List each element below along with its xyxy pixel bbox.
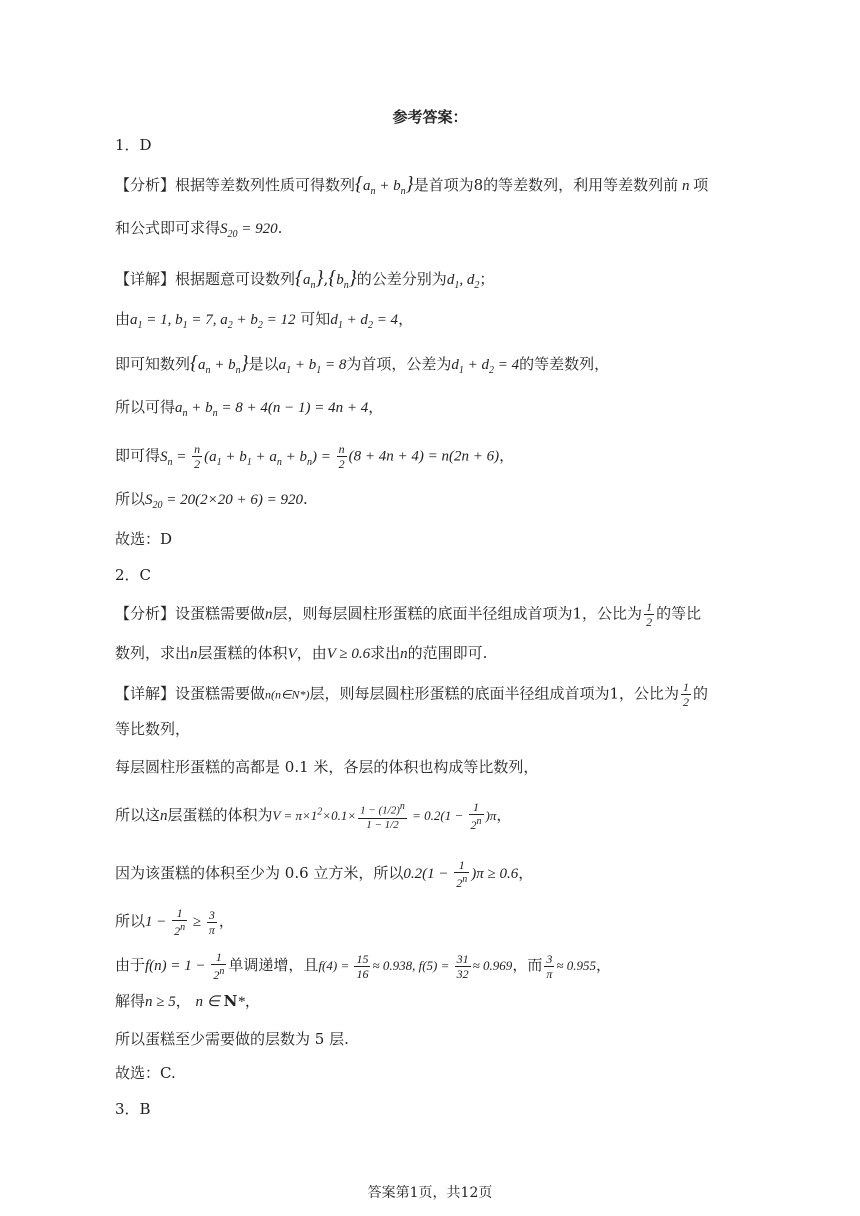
q2-detail-line3: 每层圆柱形蛋糕的高都是 0.1 米，各层的体积也构成等比数列， — [115, 758, 539, 776]
q2-answer: 2．C — [115, 566, 152, 584]
q1-choice: 故选：D — [115, 530, 173, 548]
q2-analysis-line2: 数列，求出n层蛋糕的体积V，由V ≥ 0.6求出n的范围即可. — [115, 644, 488, 662]
q1-detail-line2: 由$a_1 = 1$, $b_1 = 7$, $a_2 + b_2 = 12$ 可知$d_1 + d_2 = 4$， — [115, 310, 414, 331]
q1-detail-line4: 所以可得$a_n + b_n = 8 + 4(n - 1) = 4n + 4$， — [115, 398, 384, 419]
q1-detail-line1: 【详解】根据题意可设数列$\{a_n\},\{b_n\}$的公差分别为$d_1$, $d_2$； — [115, 267, 495, 291]
q2-volume-formula: 所以这n层蛋糕的体积为$V = \pi\times 1^2\times 0.1\times$ $\frac{1 - (1/2)^n}{1 - 1/2}$ = 0.2(1 − $\frac{1}{2^n}$ )π， — [115, 800, 512, 832]
q2-choice: 故选：C. — [115, 1064, 176, 1082]
q2-solve-line: 解得n ≥ 5， n ∈ N*， — [115, 992, 260, 1010]
q2-analysis-line1: 【分析】设蛋糕需要做n层，则每层圆柱形蛋糕的底面半径组成首项为1，公比为 $\frac{1}{2}$ 的等比 — [115, 600, 702, 629]
q1-analysis-line1: 【分析】根据等差数列性质可得数列$\{a_n + b_n\}$是首项为8的等差数列，利用等差数列前 n 项 — [115, 173, 709, 197]
page-footer: 答案第1页，共12页 — [367, 1185, 493, 1201]
q2-inequality-line: 因为该蛋糕的体积至少为 0.6 立方米，所以0.2(1 − $\frac{1}{2^n}$ )π ≥ 0.6， — [115, 858, 534, 890]
page-title: 参考答案： — [392, 108, 468, 126]
q2-detail-line2: 等比数列， — [115, 720, 191, 738]
q1-detail-line5: 即可得$S_n$ = $\frac{n}{2}$ $(a_1 + b_1 + a_n + b_n)$ = $\frac{n}{2}$ (8 + 4n + 4) = n(2n + 6)， — [115, 442, 515, 471]
q3-answer: 3．B — [115, 1100, 151, 1118]
q1-detail-line6: 所以$S_{20} = 20(2\times 20 + 6) = 920$. — [115, 490, 308, 511]
q2-simplified-line: 所以1 − $\frac{1}{2^n}$ ≥ $\frac{3}{\pi}$ ， — [115, 906, 234, 938]
q1-detail-line3: 即可知数列$\{a_n + b_n\}$是以$a_1 + b_1 = 8$为首项，公差为$d_1 + d_2 = 4$的等差数列， — [115, 352, 610, 376]
q2-detail-line1: 【详解】设蛋糕需要做n(n∈N*)层，则每层圆柱形蛋糕的底面半径组成首项为1，公比为 $\frac{1}{2}$ 的 — [115, 680, 709, 709]
q2-conclusion: 所以蛋糕至少需要做的层数为 5 层. — [115, 1030, 349, 1048]
q1-answer: 1．D — [115, 136, 152, 154]
q2-monotone-line: 由于f(n) = 1 − $\frac{1}{2^n}$ 单调递增，且f(4) = $\frac{15}{16}$ ≈ 0.938, f(5) = $\frac{31}{32}$ ≈ 0.969，而 $\frac{3}{\pi}$ ≈ 0.955， — [115, 950, 611, 982]
q1-analysis-line2: 和公式即可求得$S_{20} = 920$. — [115, 219, 283, 240]
